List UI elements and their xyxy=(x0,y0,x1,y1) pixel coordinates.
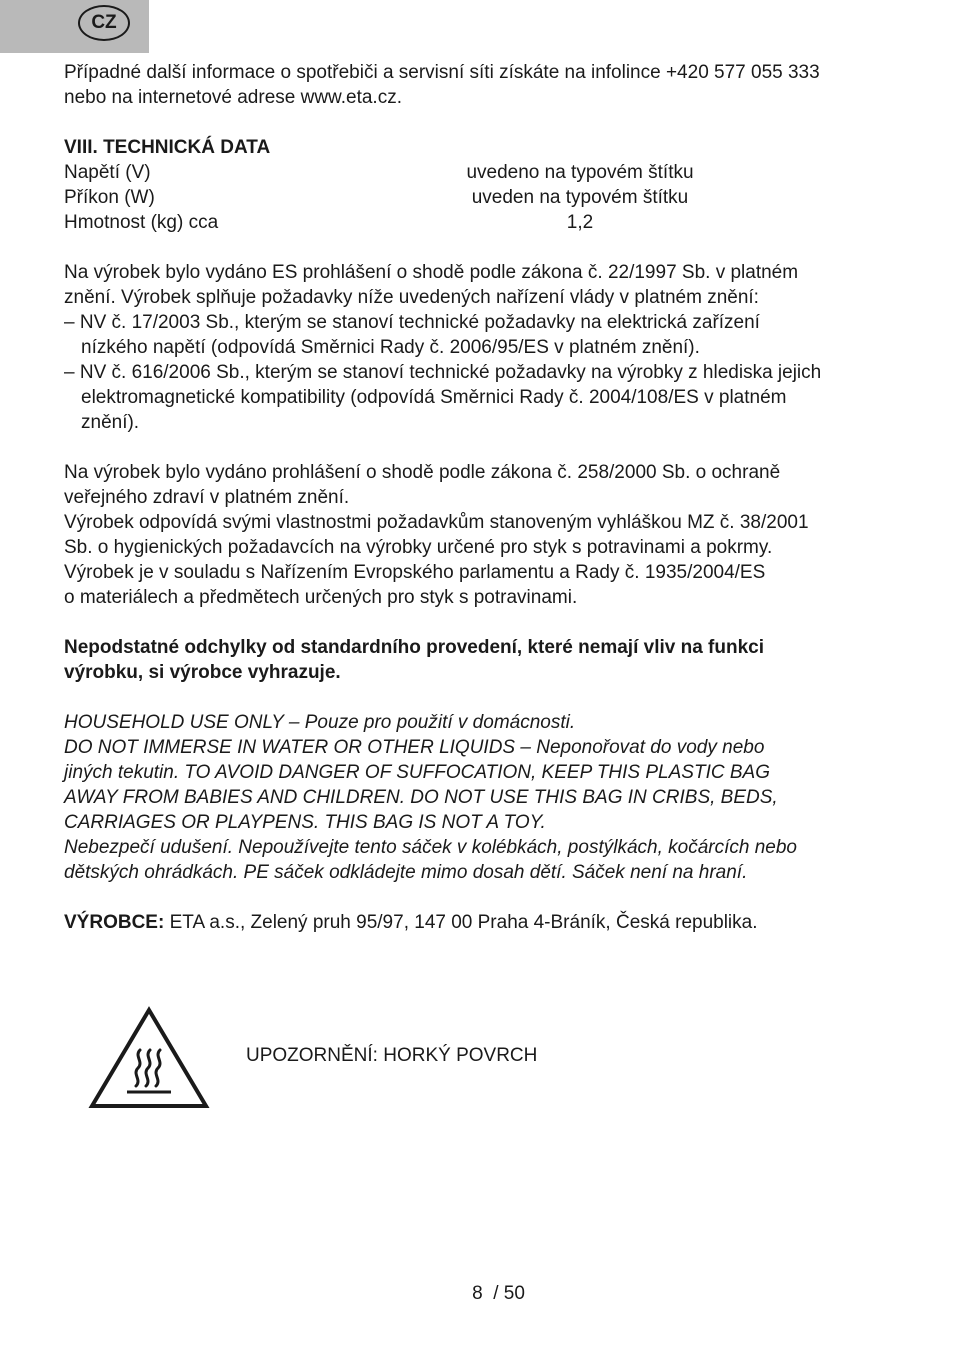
reservation-line-1: Nepodstatné odchylky od standardního provedení, které nemají vliv na funkci xyxy=(64,637,764,658)
health-line-1: Na výrobek bylo vydáno prohlášení o shodě podle zákona č. 258/2000 Sb. o ochraně xyxy=(64,462,781,483)
tech-value-power: uveden na typovém štítku xyxy=(471,187,689,208)
safety-line-5: CARRIAGES OR PLAYPENS. THIS BAG IS NOT A TOY. xyxy=(64,812,546,833)
declaration-item-2-line-2: elektromagnetické kompatibility (odpovídá Směrnici Rady č. 2004/108/ES v platném xyxy=(81,387,787,408)
language-badge: CZ xyxy=(78,5,130,41)
manufacturer-line xyxy=(64,910,758,935)
tech-label-power: Příkon (W) xyxy=(64,187,155,208)
manufacturer-label: VÝROBCE: xyxy=(64,912,165,933)
tech-heading: VIII. TECHNICKÁ DATA xyxy=(64,137,271,158)
reservation-line-2: výrobku, si výrobce vyhrazuje. xyxy=(64,662,341,683)
health-line-4: Sb. o hygienických požadavcích na výrobky určené pro styk s potravinami a pokrmy. xyxy=(64,537,773,558)
tech-label-weight: Hmotnost (kg) cca xyxy=(64,212,219,233)
health-line-6: o materiálech a předmětech určených pro styk s potravinami. xyxy=(64,587,578,608)
manufacturer-text: ETA a.s., Zelený pruh 95/97, 147 00 Praha 4-Bráník, Česká republika. xyxy=(164,912,758,933)
declaration-line-2: znění. Výrobek splňuje požadavky níže uvedených nařízení vlády v platném znění: xyxy=(64,287,759,308)
health-line-5: Výrobek je v souladu s Nařízením Evropského parlamentu a Rady č. 1935/2004/ES xyxy=(64,562,766,583)
tech-value-weight: 1,2 xyxy=(566,212,594,233)
declaration-item-2-line-3: znění). xyxy=(81,412,140,433)
language-tab xyxy=(0,0,149,53)
safety-line-3: jiných tekutin. TO AVOID DANGER OF SUFFOCATION, KEEP THIS PLASTIC BAG xyxy=(64,762,770,783)
safety-line-1: HOUSEHOLD USE ONLY – Pouze pro použití v domácnosti. xyxy=(64,712,576,733)
intro-line-1: Případné další informace o spotřebiči a servisní síti získáte na infolince +420 577 055 333 xyxy=(64,62,820,83)
safety-line-4: AWAY FROM BABIES AND CHILDREN. DO NOT USE THIS BAG IN CRIBS, BEDS, xyxy=(64,787,778,808)
declaration-line-1: Na výrobek bylo vydáno ES prohlášení o shodě podle zákona č. 22/1997 Sb. v platném xyxy=(64,262,799,283)
warning-text: UPOZORNĚNÍ: HORKÝ POVRCH xyxy=(246,1045,538,1066)
hot-surface-warning-icon xyxy=(88,1006,210,1110)
declaration-item-1-line-2: nízkého napětí (odpovídá Směrnici Rady č. 2006/95/ES v platném znění). xyxy=(81,337,700,358)
safety-line-7: dětských ohrádkách. PE sáček odkládejte mimo dosah dětí. Sáček není na hraní. xyxy=(64,862,748,883)
safety-line-6: Nebezpečí udušení. Nepoužívejte tento sáček v kolébkách, postýlkách, kočárcích nebo xyxy=(64,837,797,858)
tech-label-voltage: Napětí (V) xyxy=(64,162,151,183)
page-number: 8 / 50 xyxy=(472,1283,525,1304)
tech-value-voltage: uvedeno na typovém štítku xyxy=(466,162,694,183)
declaration-item-2-line-1: – NV č. 616/2006 Sb., kterým se stanoví technické požadavky na výrobky z hlediska jejich xyxy=(64,362,822,383)
declaration-item-1-line-1: – NV č. 17/2003 Sb., kterým se stanoví technické požadavky na elektrická zařízení xyxy=(64,312,760,333)
health-line-2: veřejného zdraví v platném znění. xyxy=(64,487,350,508)
intro-line-2: nebo na internetové adrese www.eta.cz. xyxy=(64,87,402,108)
safety-line-2: DO NOT IMMERSE IN WATER OR OTHER LIQUIDS – Neponořovat do vody nebo xyxy=(64,737,765,758)
health-line-3: Výrobek odpovídá svými vlastnostmi požadavkům stanoveným vyhláškou MZ č. 38/2001 xyxy=(64,512,809,533)
